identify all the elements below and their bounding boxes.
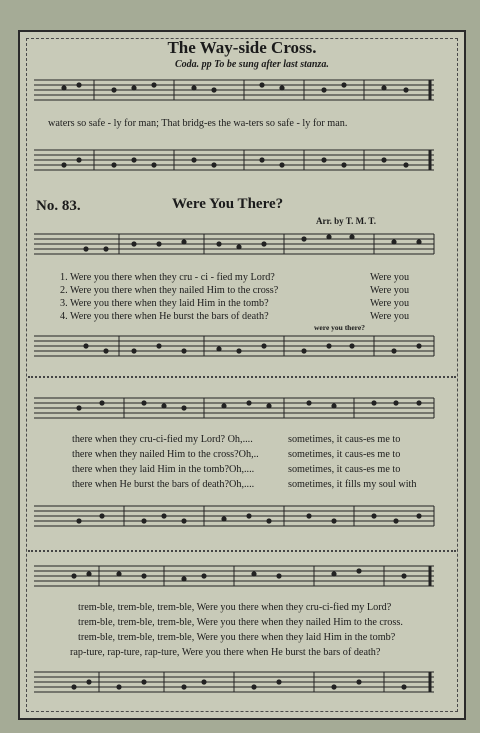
stanza-2-line: trem-ble, trem-ble, trem-ble, Were you there when they nailed Him to the cross. <box>78 617 403 628</box>
ornamental-divider <box>28 542 456 552</box>
hymn-number: No. 83. <box>36 198 81 214</box>
stanza-1-line: there when they cru-ci-fied my Lord? Oh,.... <box>72 434 253 445</box>
ornamental-divider <box>28 368 456 378</box>
stanza-1-line: trem-ble, trem-ble, trem-ble, Were you there when they cru-ci-fied my Lord? <box>78 602 392 613</box>
music-staff-system1-treble <box>34 230 450 260</box>
stanza-4-end: Were you <box>370 311 410 322</box>
stanza-3-end: Were you <box>370 298 410 309</box>
stanza-1-end: Were you <box>370 272 410 283</box>
stanza-1-end: sometimes, it caus-es me to <box>288 434 401 445</box>
stanza-1-line: 1. Were you there when they cru - ci - fied my Lord? <box>60 272 275 283</box>
stanza-4-line: 4. Were you there when He burst the bars of death? <box>60 311 269 322</box>
were-you-there-marker: were you there? <box>314 323 365 332</box>
music-staff-system2-bass <box>34 502 450 532</box>
stanza-2-line: there when they nailed Him to the cross?Oh,.. <box>72 449 259 460</box>
coda-instruction: Coda. pp To be sung after last stanza. <box>175 59 329 70</box>
stanza-4-end: sometimes, it fills my soul with <box>288 479 417 490</box>
stanza-3-line: 3. Were you there when they laid Him in the tomb? <box>60 298 269 309</box>
stanza-2-line: 2. Were you there when they nailed Him to the cross? <box>60 285 279 296</box>
stanza-3-line: there when they laid Him in the tomb?Oh,.... <box>72 464 255 475</box>
music-staff-system2-treble <box>34 394 450 424</box>
stanza-4-line: there when He burst the bars of death?Oh,.... <box>72 479 255 490</box>
stanza-3-end: sometimes, it caus-es me to <box>288 464 401 475</box>
stanza-2-end: sometimes, it caus-es me to <box>288 449 401 460</box>
arranger-credit: Arr. by T. M. T. <box>316 216 377 226</box>
stanza-4-line: rap-ture, rap-ture, rap-ture, Were you there when He burst the bars of death? <box>70 647 381 658</box>
music-staff-prev-bass <box>34 146 450 176</box>
music-staff-system1-bass <box>34 332 450 362</box>
music-staff-prev-treble <box>34 76 450 106</box>
hymnal-page <box>18 30 466 720</box>
stanza-3-line: trem-ble, trem-ble, trem-ble, Were you there when they laid Him in the tomb? <box>78 632 396 643</box>
music-staff-system3-treble <box>34 562 450 592</box>
hymn-title: Were You There? <box>172 196 284 212</box>
previous-hymn-lyric: waters so safe - ly for man; That bridg-es the wa-ters so safe - ly for man. <box>48 118 348 129</box>
music-staff-system3-bass <box>34 668 450 698</box>
previous-hymn-title: The Way-side Cross. <box>167 38 317 57</box>
stanza-2-end: Were you <box>370 285 410 296</box>
